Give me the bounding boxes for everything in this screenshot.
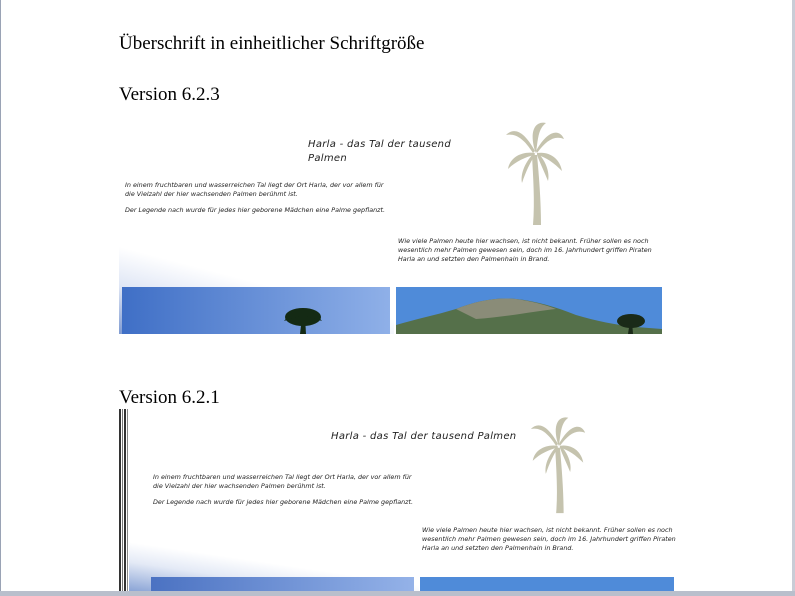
main-heading: Überschrift in einheitlicher Schriftgröße [119,33,425,54]
slide-preview-621[interactable] [119,409,676,591]
slide-left-paragraph-2: Der Legende nach wurde für jedes hier geborene Mädchen eine Palme gepflanzt. [125,206,386,214]
slide-title [308,138,468,166]
slide-right-text: Wie viele Palmen heute hier wachsen, ist nicht bekannt. Früher sollen es noch wesentlich mehr Palmen gewesen sein, doch im 16. Jahrhundert griffen Piraten Harla an und setzten den Palmenhain in Brand. [422,526,676,552]
version-heading-621: Version 6.2.1 [119,387,220,408]
slide-left-text [125,181,387,215]
version-heading-623: Version 6.2.3 [119,84,220,105]
palm-photo-left [151,577,414,591]
window-left-border [0,0,1,596]
window-bottom-border [0,591,795,596]
slide-title-line-1: Harla - das Tal der tausend [308,139,451,150]
palm-photo-left [122,287,390,334]
mountain-photo-right [396,287,662,334]
slide-left-text [153,473,415,507]
slide-left-paragraph-2: Der Legende nach wurde für jedes hier geborene Mädchen eine Palme gepflanzt. [153,498,414,506]
slide-title: Harla - das Tal der tausend Palmen [331,431,517,442]
mountain-photo-right [420,577,674,591]
slide-left-stripe-decoration [119,409,129,591]
slide-title-line-2: Palmen [308,153,347,164]
slide-left-paragraph-1: In einem fruchtbaren und wasserreichen Tal liegt der Ort Harla, der vor allem für die Vielzahl der hier wachsenden Palmen berühmt ist. [153,473,412,490]
palm-tree-icon [504,121,566,226]
slide-right-text: Wie viele Palmen heute hier wachsen, ist nicht bekannt. Früher sollen es noch wesentlich mehr Palmen gewesen sein, doch im 16. Jahrhundert griffen Piraten Harla an und setzten den Palmenhain in Brand. [398,237,652,263]
slide-preview-623[interactable] [119,111,662,334]
palm-tree-icon [529,413,587,517]
slide-left-paragraph-1: In einem fruchtbaren und wasserreichen Tal liegt der Ort Harla, der vor allem für die Vielzahl der hier wachsenden Palmen berühmt ist. [125,181,384,198]
